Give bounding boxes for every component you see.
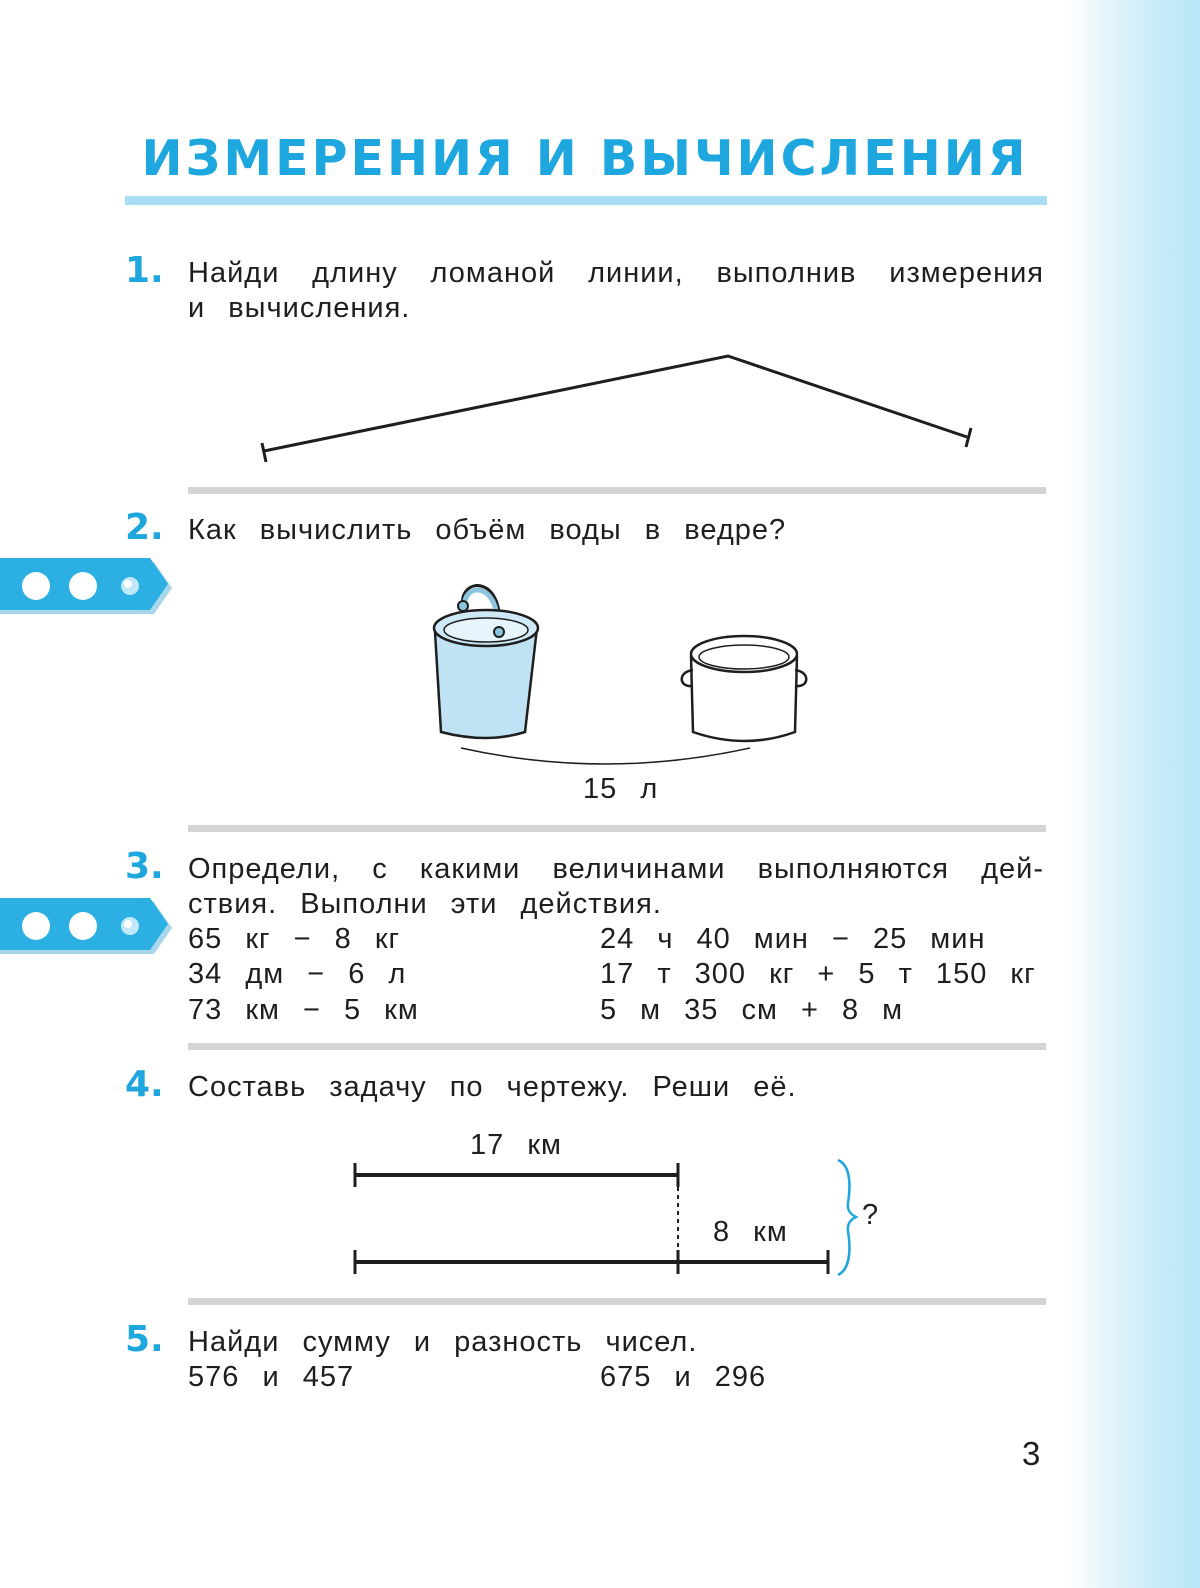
task-3-number: 3. [125, 846, 164, 887]
task-3-text-line-2: ствия. Выполни эти действия. [188, 888, 662, 920]
separator-4 [188, 1298, 1046, 1305]
task-2-volume-label: 15 л [583, 773, 659, 805]
page-number: 3 [1022, 1435, 1041, 1472]
task-4-number: 4. [125, 1064, 164, 1105]
task-2-text: Как вычислить объём воды в ведре? [188, 514, 787, 546]
task-4-top-length-label: 17 км [470, 1129, 562, 1161]
task-3-expression: 5 м 35 см + 8 м [600, 994, 904, 1026]
task-3-expression: 73 км − 5 км [188, 994, 419, 1026]
task-1-text-line-1: Найди длину ломаной линии, выполнив измерения [188, 257, 1044, 289]
task-4-extra-length-label: 8 км [713, 1216, 788, 1248]
task-5-text: Найди сумму и разность чисел. [188, 1326, 698, 1358]
task-2-number: 2. [125, 507, 164, 548]
task-5-number-pair: 576 и 457 [188, 1361, 355, 1393]
page-title: ИЗМЕРЕНИЯ И ВЫЧИСЛЕНИЯ [141, 130, 1029, 187]
task-1-text-line-2: и вычисления. [188, 292, 411, 324]
task-3-expression: 65 кг − 8 кг [188, 923, 401, 955]
task-3-expression: 24 ч 40 мин − 25 мин [600, 923, 986, 955]
task-3-expression: 17 т 300 кг + 5 т 150 кг [600, 958, 1036, 990]
task-5-number: 5. [125, 1319, 164, 1360]
task-4-text: Составь задачу по чертежу. Реши её. [188, 1071, 797, 1103]
task-3-expression: 34 дм − 6 л [188, 958, 407, 990]
task-1-number: 1. [125, 250, 164, 291]
task-4-question-mark: ? [862, 1199, 880, 1231]
task-3-text-line-1: Определи, с какими величинами выполняются дей- [188, 853, 1044, 885]
task-5-number-pair: 675 и 296 [600, 1361, 767, 1393]
